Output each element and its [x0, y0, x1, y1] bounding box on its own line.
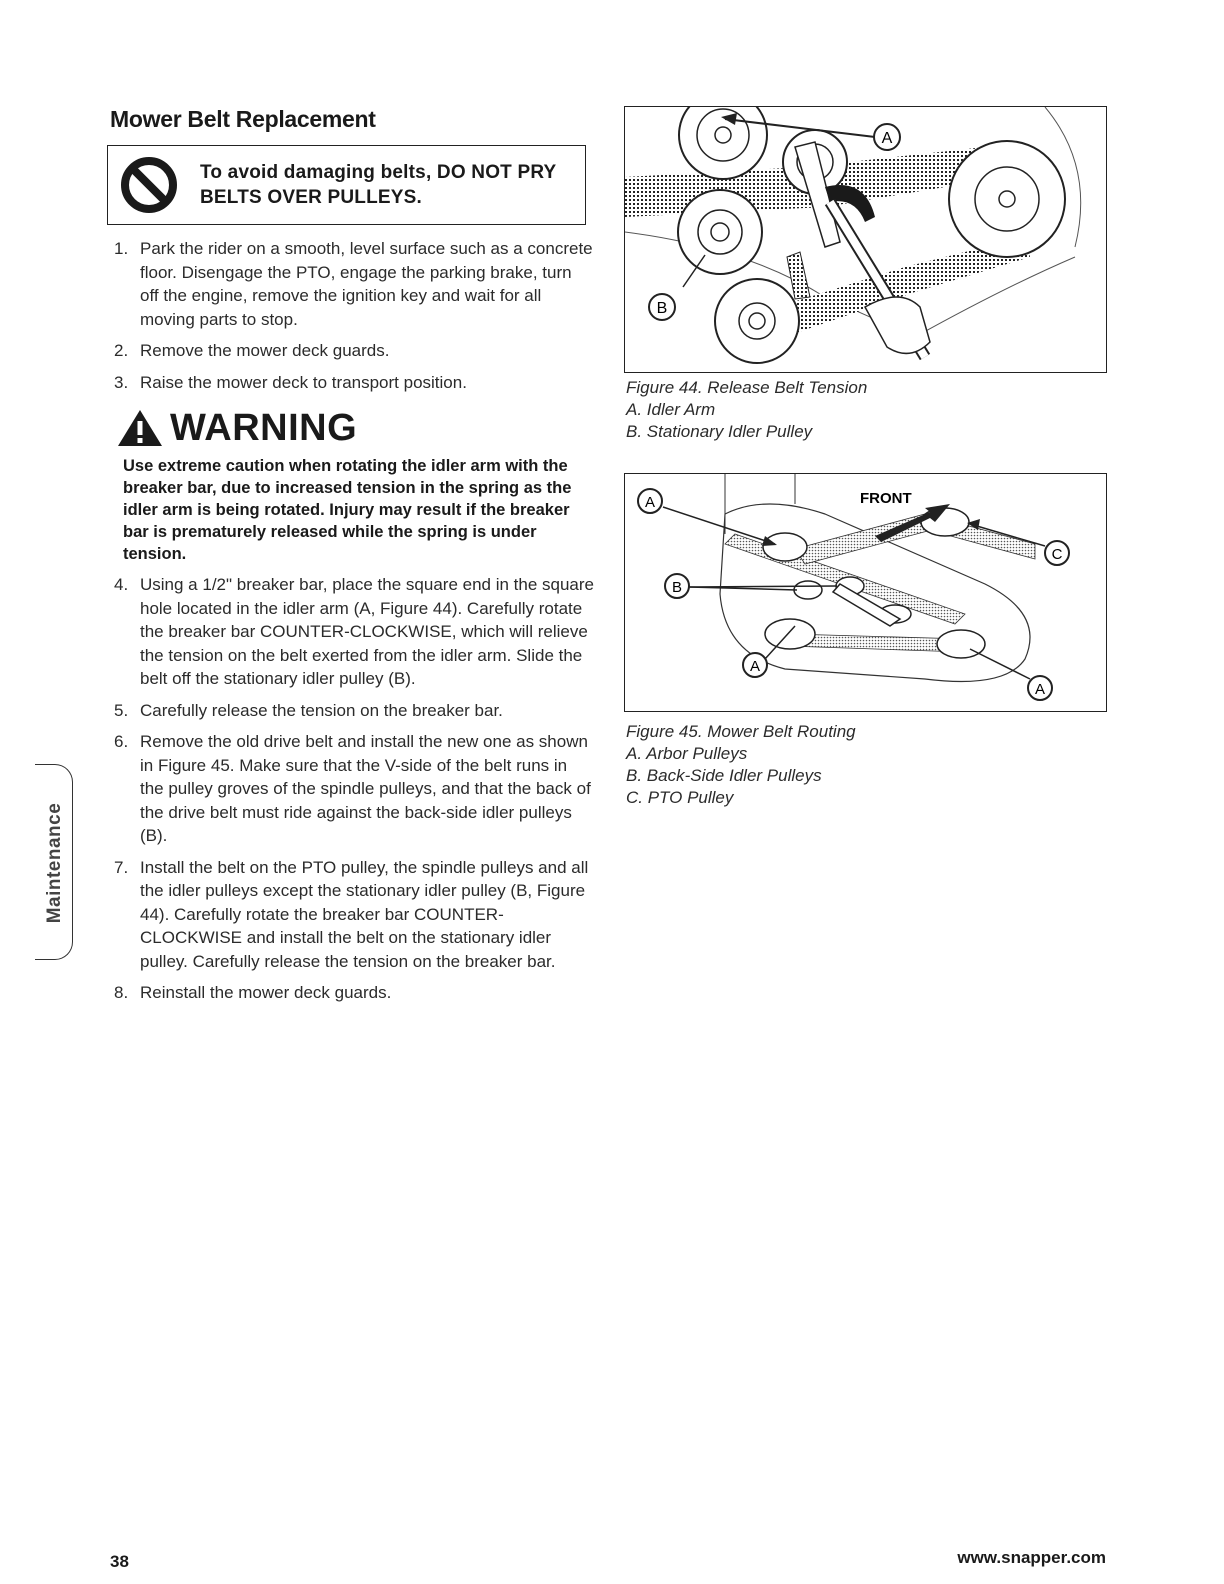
figure-45-caption-item: C. PTO Pulley: [626, 788, 734, 807]
figure-44-image: [624, 106, 1107, 373]
warning-text: Use extreme caution when rotating the idler arm with the breaker bar, due to increased tension in the spring as the idler arm is being rotated. Injury may result if the breaker bar is prematurely released while the spring is under tension.: [123, 457, 572, 563]
figure-44-caption-item: A. Idler Arm: [626, 400, 716, 419]
steps-list-part2: [114, 573, 594, 1013]
warning-triangle-icon: [116, 408, 164, 448]
notice-box: [107, 145, 586, 225]
figure-44-callout-a: A: [881, 130, 893, 147]
step-number: 5.: [114, 700, 129, 720]
step-item: [114, 981, 594, 1005]
step-number: 8.: [114, 983, 129, 1002]
step-text: Reinstall the mower deck guards.: [140, 983, 392, 1002]
figure-44-illustration: [625, 107, 1107, 373]
figure-45-callout-b: B: [671, 579, 683, 596]
step-text: Carefully release the tension on the breaker bar.: [140, 700, 503, 720]
step-text: Park the rider on a smooth, level surface such as a concrete floor. Disengage the PTO, engage the parking brake, turn off the engine, remove the ignition key and wait for all moving parts to stop.: [140, 239, 593, 329]
step-number: 7.: [114, 857, 129, 877]
step-number: 2.: [114, 341, 129, 360]
side-tab-label: Maintenance: [44, 802, 65, 924]
step-text: Remove the mower deck guards.: [140, 341, 390, 360]
figure-45-callout-c: C: [1051, 546, 1063, 563]
section-side-tab: [35, 764, 73, 960]
section-title: Mower Belt Replacement: [110, 106, 376, 132]
prohibition-icon: [120, 156, 178, 214]
step-number: 1.: [114, 239, 129, 258]
figure-45-caption: [626, 721, 856, 809]
step-text: Install the belt on the PTO pulley, the spindle pulleys and all the idler pulleys except the stationary idler pulley (B, Figure 44). Carefully rotate the breaker bar COUNTER-CLOCKWISE and install the belt on the stationary idler pulley. Carefully release the tension on the breaker bar.: [140, 857, 589, 971]
step-number: 6.: [114, 732, 129, 751]
page-number: 38: [110, 1552, 129, 1571]
step-number: 4.: [114, 575, 129, 594]
figure-45-callout-a-lower-left: A: [749, 658, 761, 675]
step-item: [114, 699, 594, 723]
figure-45-image: [624, 473, 1107, 712]
figure-45-illustration: [625, 474, 1107, 712]
step-text: Raise the mower deck to transport position.: [140, 372, 467, 392]
figure-45-callout-a: A: [644, 494, 656, 511]
notice-text: To avoid damaging belts, DO NOT PRY BELTS OVER PULLEYS.: [200, 162, 557, 208]
step-item: [114, 237, 594, 331]
step-item: [114, 856, 594, 974]
figure-45-caption-title: Figure 45. Mower Belt Routing: [626, 722, 856, 741]
step-item: [114, 339, 594, 363]
warning-word: WARNING: [170, 406, 358, 449]
step-text: Using a 1/2" breaker bar, place the square end in the square hole located in the idler arm (A, Figure 44). Carefully rotate the breaker bar COUNTER-CLOCKWISE, which will relieve the tension on the belt exerted from the idler arm. Slide the belt off the stationary idler pulley (B).: [140, 575, 594, 688]
figure-45-front-label: FRONT: [860, 490, 912, 507]
figure-45-callout-a-lower-right: A: [1034, 681, 1046, 698]
figure-44-caption: [626, 377, 867, 443]
figure-45-caption-item: A. Arbor Pulleys: [626, 744, 748, 763]
warning-heading: [116, 406, 357, 450]
figure-45-caption-item: B. Back-Side Idler Pulleys: [626, 766, 822, 785]
step-number: 3.: [114, 372, 129, 392]
figure-44-caption-item: B. Stationary Idler Pulley: [626, 422, 813, 441]
steps-list-part1: [114, 237, 594, 402]
step-item: [114, 371, 594, 395]
figure-44-callout-b: B: [656, 300, 668, 317]
step-text: Remove the old drive belt and install the new one as shown in Figure 45. Make sure that the V-side of the belt runs in the pulley groves of the spindle pulleys, and that the back of the drive belt must ride against the back-side idler pulleys (B).: [140, 732, 591, 845]
footer-url: www.snapper.com: [957, 1548, 1106, 1567]
step-item: [114, 730, 594, 848]
step-item: [114, 573, 594, 691]
figure-44-caption-title: Figure 44. Release Belt Tension: [626, 378, 868, 397]
